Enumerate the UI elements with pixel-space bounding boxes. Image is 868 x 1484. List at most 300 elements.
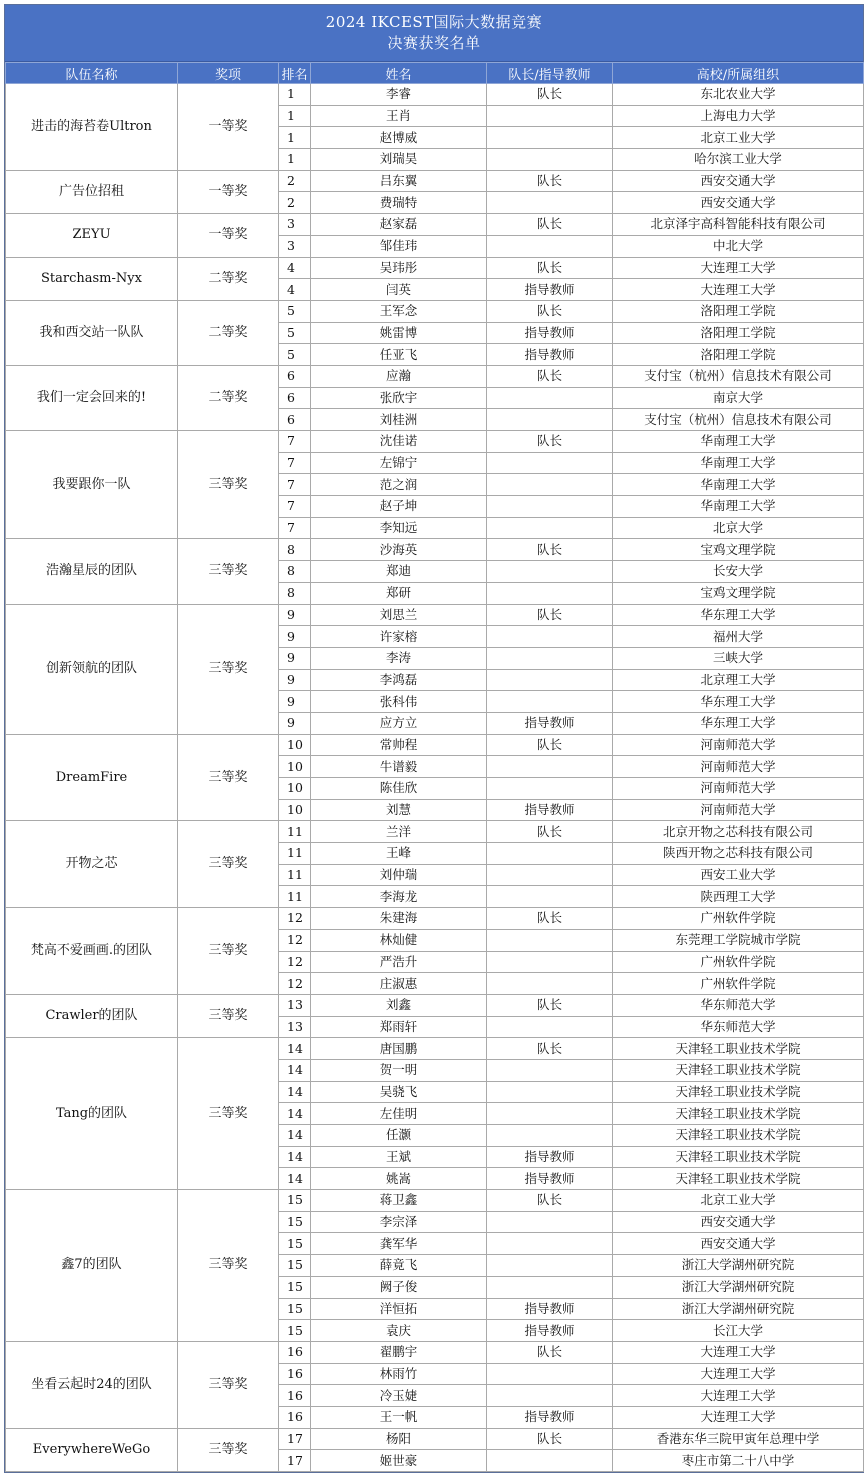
member-name-cell: 唐国鹏: [311, 1038, 487, 1060]
award-cell: 三等奖: [178, 431, 279, 539]
org-cell: 福州大学: [613, 626, 864, 648]
org-cell: 河南师范大学: [613, 756, 864, 778]
member-name-cell: 王一帆: [311, 1406, 487, 1428]
role-cell: 指导教师: [487, 1298, 613, 1320]
org-cell: 西安交通大学: [613, 170, 864, 192]
rank-cell: 14: [279, 1125, 311, 1147]
member-name-cell: 王斌: [311, 1146, 487, 1168]
role-cell: 队长: [487, 170, 613, 192]
role-cell: 指导教师: [487, 344, 613, 366]
role-cell: [487, 778, 613, 800]
rank-cell: 6: [279, 387, 311, 409]
org-cell: 大连理工大学: [613, 1385, 864, 1407]
award-cell: 二等奖: [178, 300, 279, 365]
rank-cell: 11: [279, 886, 311, 908]
member-name-cell: 牛谱毅: [311, 756, 487, 778]
rank-cell: 13: [279, 1016, 311, 1038]
org-cell: 洛阳理工学院: [613, 344, 864, 366]
role-cell: 指导教师: [487, 1146, 613, 1168]
member-name-cell: 李宗泽: [311, 1211, 487, 1233]
team-name-cell: Starchasm-Nyx: [6, 257, 178, 300]
team-name-cell: Crawler的团队: [6, 994, 178, 1037]
role-cell: [487, 1450, 613, 1472]
role-cell: [487, 192, 613, 214]
rank-cell: 1: [279, 105, 311, 127]
member-name-cell: 王军念: [311, 300, 487, 322]
rank-cell: 16: [279, 1363, 311, 1385]
rank-cell: 16: [279, 1341, 311, 1363]
org-cell: 北京泽宇高科智能科技有限公司: [613, 214, 864, 236]
member-name-cell: 刘慧: [311, 799, 487, 821]
role-cell: 指导教师: [487, 1406, 613, 1428]
org-cell: 华南理工大学: [613, 431, 864, 453]
member-name-cell: 李海龙: [311, 886, 487, 908]
table-body: [6, 84, 864, 1472]
table-row: [6, 1038, 864, 1060]
table-row: [6, 300, 864, 322]
member-name-cell: 任灏: [311, 1125, 487, 1147]
award-cell: 二等奖: [178, 257, 279, 300]
rank-cell: 1: [279, 84, 311, 106]
team-name-cell: 鑫7的团队: [6, 1190, 178, 1342]
org-cell: 中北大学: [613, 235, 864, 257]
role-cell: 队长: [487, 300, 613, 322]
role-cell: 队长: [487, 539, 613, 561]
role-cell: [487, 973, 613, 995]
org-cell: 河南师范大学: [613, 799, 864, 821]
role-cell: [487, 1125, 613, 1147]
rank-cell: 17: [279, 1450, 311, 1472]
org-cell: 北京大学: [613, 517, 864, 539]
rank-cell: 3: [279, 235, 311, 257]
org-cell: 北京工业大学: [613, 1190, 864, 1212]
org-cell: 西安工业大学: [613, 864, 864, 886]
role-cell: [487, 864, 613, 886]
org-cell: 华东理工大学: [613, 604, 864, 626]
rank-cell: 1: [279, 127, 311, 149]
team-name-cell: 浩瀚星辰的团队: [6, 539, 178, 604]
org-cell: 天津轻工职业技术学院: [613, 1125, 864, 1147]
member-name-cell: 兰洋: [311, 821, 487, 843]
rank-cell: 8: [279, 582, 311, 604]
member-name-cell: 郑迪: [311, 561, 487, 583]
org-cell: 西安交通大学: [613, 1233, 864, 1255]
rank-cell: 5: [279, 344, 311, 366]
rank-cell: 10: [279, 799, 311, 821]
rank-cell: 15: [279, 1211, 311, 1233]
col-header-team: 队伍名称: [6, 63, 178, 84]
rank-cell: 12: [279, 929, 311, 951]
org-cell: 宝鸡文理学院: [613, 539, 864, 561]
member-name-cell: 林雨竹: [311, 1363, 487, 1385]
award-cell: 三等奖: [178, 994, 279, 1037]
member-name-cell: 闫英: [311, 279, 487, 301]
rank-cell: 9: [279, 691, 311, 713]
rank-cell: 11: [279, 864, 311, 886]
rank-cell: 8: [279, 561, 311, 583]
title-banner: [5, 5, 863, 62]
org-cell: 陕西开物之芯科技有限公司: [613, 843, 864, 865]
role-cell: [487, 582, 613, 604]
member-name-cell: 刘仲瑞: [311, 864, 487, 886]
award-cell: 三等奖: [178, 539, 279, 604]
org-cell: 枣庄市第二十八中学: [613, 1450, 864, 1472]
rank-cell: 9: [279, 626, 311, 648]
org-cell: 长安大学: [613, 561, 864, 583]
role-cell: [487, 1385, 613, 1407]
rank-cell: 12: [279, 951, 311, 973]
rank-cell: 17: [279, 1428, 311, 1450]
rank-cell: 15: [279, 1190, 311, 1212]
org-cell: 大连理工大学: [613, 279, 864, 301]
rank-cell: 14: [279, 1059, 311, 1081]
role-cell: 队长: [487, 365, 613, 387]
org-cell: 华东理工大学: [613, 712, 864, 734]
role-cell: [487, 1081, 613, 1103]
member-name-cell: 李知远: [311, 517, 487, 539]
rank-cell: 7: [279, 517, 311, 539]
rank-cell: 2: [279, 170, 311, 192]
role-cell: [487, 1363, 613, 1385]
org-cell: 河南师范大学: [613, 734, 864, 756]
org-cell: 浙江大学湖州研究院: [613, 1298, 864, 1320]
team-name-cell: EverywhereWeGo: [6, 1428, 178, 1471]
org-cell: 华东师范大学: [613, 994, 864, 1016]
role-cell: [487, 517, 613, 539]
rank-cell: 8: [279, 539, 311, 561]
member-name-cell: 姚雷博: [311, 322, 487, 344]
member-name-cell: 应方立: [311, 712, 487, 734]
org-cell: 天津轻工职业技术学院: [613, 1059, 864, 1081]
team-name-cell: 创新领航的团队: [6, 604, 178, 734]
role-cell: [487, 626, 613, 648]
member-name-cell: 陈佳欣: [311, 778, 487, 800]
member-name-cell: 李睿: [311, 84, 487, 106]
member-name-cell: 张科伟: [311, 691, 487, 713]
member-name-cell: 郑雨轩: [311, 1016, 487, 1038]
member-name-cell: 沈佳诺: [311, 431, 487, 453]
role-cell: [487, 1276, 613, 1298]
role-cell: [487, 756, 613, 778]
org-cell: 天津轻工职业技术学院: [613, 1168, 864, 1190]
role-cell: [487, 951, 613, 973]
team-name-cell: DreamFire: [6, 734, 178, 821]
rank-cell: 2: [279, 192, 311, 214]
member-name-cell: 左佳明: [311, 1103, 487, 1125]
rank-cell: 14: [279, 1038, 311, 1060]
role-cell: [487, 474, 613, 496]
org-cell: 陕西理工大学: [613, 886, 864, 908]
member-name-cell: 刘瑞昊: [311, 149, 487, 171]
member-name-cell: 吴骁飞: [311, 1081, 487, 1103]
role-cell: [487, 235, 613, 257]
role-cell: [487, 1211, 613, 1233]
rank-cell: 9: [279, 647, 311, 669]
rank-cell: 14: [279, 1168, 311, 1190]
org-cell: 西安交通大学: [613, 1211, 864, 1233]
table-row: [6, 994, 864, 1016]
member-name-cell: 姬世豪: [311, 1450, 487, 1472]
team-name-cell: 开物之芯: [6, 821, 178, 908]
table-row: [6, 604, 864, 626]
table-row: [6, 431, 864, 453]
org-cell: 洛阳理工学院: [613, 300, 864, 322]
role-cell: 队长: [487, 734, 613, 756]
member-name-cell: 阙子俊: [311, 1276, 487, 1298]
role-cell: [487, 127, 613, 149]
org-cell: 华南理工大学: [613, 452, 864, 474]
role-cell: [487, 149, 613, 171]
role-cell: [487, 452, 613, 474]
org-cell: 洛阳理工学院: [613, 322, 864, 344]
role-cell: 队长: [487, 257, 613, 279]
rank-cell: 16: [279, 1406, 311, 1428]
role-cell: 指导教师: [487, 1168, 613, 1190]
role-cell: 队长: [487, 604, 613, 626]
rank-cell: 9: [279, 712, 311, 734]
role-cell: [487, 496, 613, 518]
member-name-cell: 常帅程: [311, 734, 487, 756]
award-cell: 二等奖: [178, 365, 279, 430]
table-row: [6, 257, 864, 279]
rank-cell: 7: [279, 496, 311, 518]
rank-cell: 3: [279, 214, 311, 236]
member-name-cell: 庄淑惠: [311, 973, 487, 995]
team-name-cell: 广告位招租: [6, 170, 178, 213]
award-cell: 三等奖: [178, 1341, 279, 1428]
org-cell: 南京大学: [613, 387, 864, 409]
org-cell: 大连理工大学: [613, 1341, 864, 1363]
member-name-cell: 张欣宇: [311, 387, 487, 409]
rank-cell: 7: [279, 431, 311, 453]
rank-cell: 9: [279, 669, 311, 691]
rank-cell: 7: [279, 474, 311, 496]
award-cell: 一等奖: [178, 214, 279, 257]
member-name-cell: 吴玮彤: [311, 257, 487, 279]
org-cell: 大连理工大学: [613, 1363, 864, 1385]
team-name-cell: 我们一定会回来的!: [6, 365, 178, 430]
org-cell: 华东理工大学: [613, 691, 864, 713]
member-name-cell: 李鸿磊: [311, 669, 487, 691]
member-name-cell: 刘桂洲: [311, 409, 487, 431]
col-header-award: 奖项: [178, 63, 279, 84]
org-cell: 宝鸡文理学院: [613, 582, 864, 604]
member-name-cell: 范之润: [311, 474, 487, 496]
member-name-cell: 薛竟飞: [311, 1255, 487, 1277]
org-cell: 浙江大学湖州研究院: [613, 1276, 864, 1298]
role-cell: 队长: [487, 1341, 613, 1363]
member-name-cell: 姚嵩: [311, 1168, 487, 1190]
table-row: [6, 1428, 864, 1450]
award-cell: 三等奖: [178, 1428, 279, 1471]
org-cell: 广州软件学院: [613, 908, 864, 930]
award-cell: 三等奖: [178, 734, 279, 821]
member-name-cell: 朱建海: [311, 908, 487, 930]
org-cell: 支付宝（杭州）信息技术有限公司: [613, 409, 864, 431]
team-name-cell: 梵高不爱画画.的团队: [6, 908, 178, 995]
table-row: [6, 365, 864, 387]
rank-cell: 16: [279, 1385, 311, 1407]
rank-cell: 6: [279, 365, 311, 387]
rank-cell: 15: [279, 1255, 311, 1277]
award-cell: 三等奖: [178, 821, 279, 908]
team-name-cell: 我要跟你一队: [6, 431, 178, 539]
role-cell: [487, 843, 613, 865]
table-row: [6, 1341, 864, 1363]
table-row: [6, 539, 864, 561]
rank-cell: 14: [279, 1146, 311, 1168]
org-cell: 广州软件学院: [613, 951, 864, 973]
member-name-cell: 赵家磊: [311, 214, 487, 236]
org-cell: 北京工业大学: [613, 127, 864, 149]
rank-cell: 12: [279, 908, 311, 930]
role-cell: [487, 1103, 613, 1125]
rank-cell: 5: [279, 300, 311, 322]
role-cell: 指导教师: [487, 322, 613, 344]
rank-cell: 1: [279, 149, 311, 171]
org-cell: 天津轻工职业技术学院: [613, 1146, 864, 1168]
role-cell: [487, 105, 613, 127]
header-row: [6, 63, 864, 84]
role-cell: [487, 669, 613, 691]
role-cell: [487, 1016, 613, 1038]
member-name-cell: 严浩升: [311, 951, 487, 973]
rank-cell: 12: [279, 973, 311, 995]
org-cell: 广州软件学院: [613, 973, 864, 995]
member-name-cell: 沙海英: [311, 539, 487, 561]
org-cell: 上海电力大学: [613, 105, 864, 127]
role-cell: 指导教师: [487, 1320, 613, 1342]
member-name-cell: 蒋卫鑫: [311, 1190, 487, 1212]
rank-cell: 15: [279, 1298, 311, 1320]
title-line-1: 2024 IKCEST国际大数据竞赛: [325, 13, 543, 31]
team-name-cell: Tang的团队: [6, 1038, 178, 1190]
org-cell: 华南理工大学: [613, 474, 864, 496]
role-cell: 指导教师: [487, 279, 613, 301]
rank-cell: 11: [279, 843, 311, 865]
team-name-cell: 进击的海苔卷Ultron: [6, 84, 178, 171]
role-cell: 队长: [487, 84, 613, 106]
rank-cell: 11: [279, 821, 311, 843]
member-name-cell: 赵子坤: [311, 496, 487, 518]
title-line-2: 决赛获奖名单: [387, 34, 481, 52]
role-cell: [487, 387, 613, 409]
member-name-cell: 洋恒拓: [311, 1298, 487, 1320]
rank-cell: 10: [279, 756, 311, 778]
member-name-cell: 刘鑫: [311, 994, 487, 1016]
team-name-cell: 坐看云起时24的团队: [6, 1341, 178, 1428]
rank-cell: 4: [279, 279, 311, 301]
org-cell: 大连理工大学: [613, 257, 864, 279]
member-name-cell: 杨阳: [311, 1428, 487, 1450]
role-cell: 队长: [487, 431, 613, 453]
member-name-cell: 应瀚: [311, 365, 487, 387]
org-cell: 东莞理工学院城市学院: [613, 929, 864, 951]
award-cell: 一等奖: [178, 170, 279, 213]
org-cell: 浙江大学湖州研究院: [613, 1255, 864, 1277]
role-cell: 队长: [487, 1190, 613, 1212]
rank-cell: 9: [279, 604, 311, 626]
org-cell: 香港东华三院甲寅年总理中学: [613, 1428, 864, 1450]
col-header-role: 队长/指导教师: [487, 63, 613, 84]
org-cell: 天津轻工职业技术学院: [613, 1038, 864, 1060]
role-cell: 队长: [487, 1038, 613, 1060]
member-name-cell: 王峰: [311, 843, 487, 865]
award-cell: 一等奖: [178, 84, 279, 171]
award-cell: 三等奖: [178, 604, 279, 734]
award-cell: 三等奖: [178, 1038, 279, 1190]
table-row: [6, 821, 864, 843]
rank-cell: 10: [279, 734, 311, 756]
rank-cell: 15: [279, 1276, 311, 1298]
col-header-rank: 排名: [279, 63, 311, 84]
table-row: [6, 1190, 864, 1212]
role-cell: [487, 691, 613, 713]
role-cell: 队长: [487, 1428, 613, 1450]
member-name-cell: 任亚飞: [311, 344, 487, 366]
award-cell: 三等奖: [178, 908, 279, 995]
member-name-cell: 王肖: [311, 105, 487, 127]
member-name-cell: 翟鹏宇: [311, 1341, 487, 1363]
role-cell: [487, 1233, 613, 1255]
member-name-cell: 龚军华: [311, 1233, 487, 1255]
team-name-cell: ZEYU: [6, 214, 178, 257]
rank-cell: 4: [279, 257, 311, 279]
org-cell: 北京理工大学: [613, 669, 864, 691]
org-cell: 支付宝（杭州）信息技术有限公司: [613, 365, 864, 387]
rank-cell: 15: [279, 1233, 311, 1255]
member-name-cell: 吕东翼: [311, 170, 487, 192]
org-cell: 三峡大学: [613, 647, 864, 669]
role-cell: [487, 1059, 613, 1081]
award-cell: 三等奖: [178, 1190, 279, 1342]
rank-cell: 10: [279, 778, 311, 800]
table-row: [6, 908, 864, 930]
role-cell: 队长: [487, 908, 613, 930]
member-name-cell: 许家榕: [311, 626, 487, 648]
org-cell: 东北农业大学: [613, 84, 864, 106]
member-name-cell: 冷玉婕: [311, 1385, 487, 1407]
role-cell: 队长: [487, 994, 613, 1016]
org-cell: 北京开物之芯科技有限公司: [613, 821, 864, 843]
role-cell: [487, 561, 613, 583]
member-name-cell: 郑研: [311, 582, 487, 604]
rank-cell: 14: [279, 1081, 311, 1103]
table-row: [6, 214, 864, 236]
role-cell: 队长: [487, 214, 613, 236]
role-cell: 指导教师: [487, 799, 613, 821]
role-cell: [487, 886, 613, 908]
member-name-cell: 贺一明: [311, 1059, 487, 1081]
org-cell: 天津轻工职业技术学院: [613, 1081, 864, 1103]
role-cell: 队长: [487, 821, 613, 843]
member-name-cell: 林灿健: [311, 929, 487, 951]
member-name-cell: 赵博威: [311, 127, 487, 149]
member-name-cell: 邹佳玮: [311, 235, 487, 257]
table-row: [6, 84, 864, 106]
role-cell: 指导教师: [487, 712, 613, 734]
rank-cell: 7: [279, 452, 311, 474]
org-cell: 长江大学: [613, 1320, 864, 1342]
role-cell: [487, 929, 613, 951]
role-cell: [487, 1255, 613, 1277]
org-cell: 华南理工大学: [613, 496, 864, 518]
table-row: [6, 170, 864, 192]
member-name-cell: 刘思兰: [311, 604, 487, 626]
role-cell: [487, 409, 613, 431]
team-name-cell: 我和西交站一队队: [6, 300, 178, 365]
rank-cell: 15: [279, 1320, 311, 1342]
